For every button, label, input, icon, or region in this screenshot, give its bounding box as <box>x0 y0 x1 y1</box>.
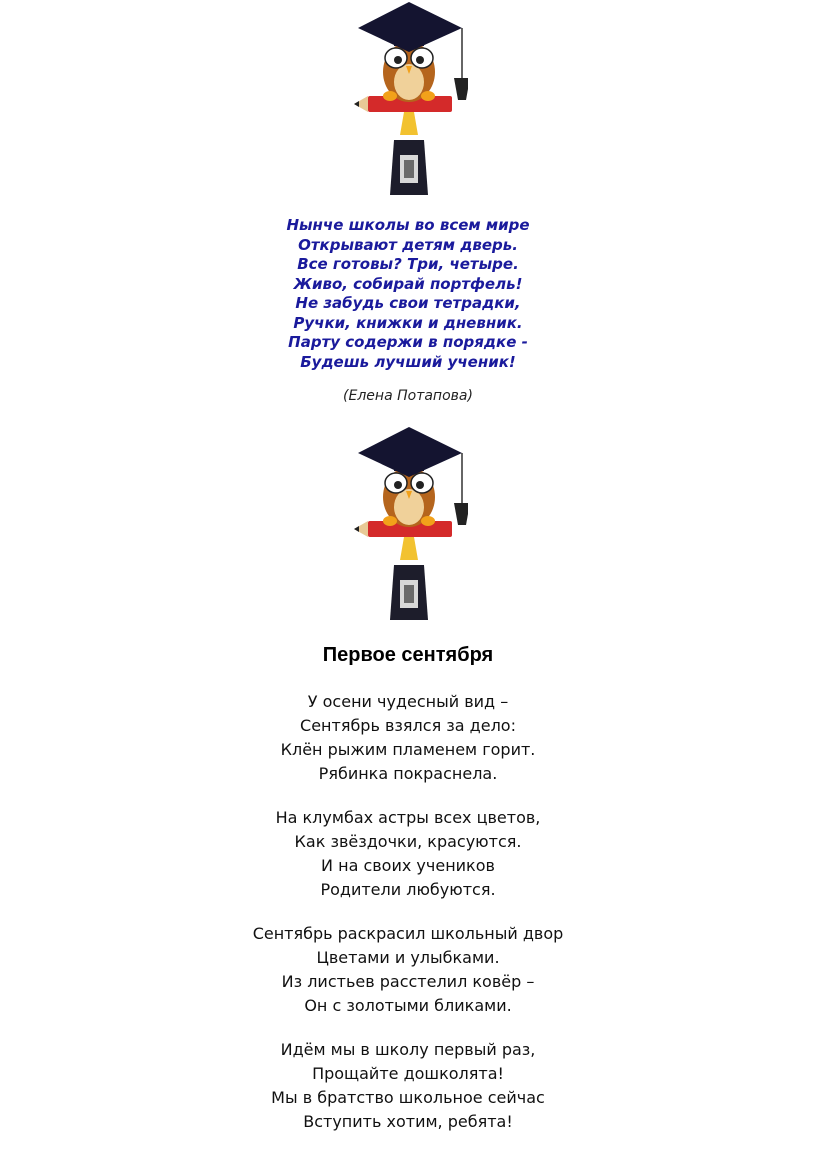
poem-line: У осени чудесный вид – <box>307 692 509 711</box>
poem-stanza <box>0 806 816 902</box>
poem-line: Как звёздочки, красуются. <box>294 832 522 851</box>
poem-line: Живо, собирай портфель! <box>293 274 523 293</box>
poem-stanza <box>0 690 816 786</box>
poem-line: Открывают детям дверь. <box>298 235 518 254</box>
poem-line: Все готовы? Три, четыре. <box>297 255 519 273</box>
poem-text <box>0 216 816 372</box>
poem-body <box>0 690 816 1154</box>
poem-line: Цветами и улыбками. <box>316 948 500 967</box>
poem-line: И на своих учеников <box>321 856 495 875</box>
poem-line: Клён рыжим пламенем горит. <box>280 740 536 759</box>
poem-line: Прощайте дошколята! <box>312 1064 504 1083</box>
poem-line: Не забудь свои тетрадки, <box>295 294 521 312</box>
poem-line: Он с золотыми бликами. <box>304 996 512 1015</box>
poem-line: Будешь лучший ученик! <box>300 352 516 371</box>
poem-stanza <box>0 922 816 1018</box>
poem-line: Парту содержи в порядке - <box>288 333 528 351</box>
poem-line: Ручки, книжки и дневник. <box>293 313 523 332</box>
poem-line: На клумбах астры всех цветов, <box>275 808 541 827</box>
owl-graduate-illustration <box>350 0 468 200</box>
poem-line: Мы в братство школьное сейчас <box>271 1088 545 1107</box>
poem-author: (Елена Потапова) <box>343 388 473 404</box>
poem-line: Сентябрь взялся за дело: <box>300 716 516 735</box>
poem-line: Сентябрь раскрасил школьный двор <box>252 924 564 943</box>
poem-line: Вступить хотим, ребята! <box>303 1112 513 1131</box>
poem-stanza <box>0 1038 816 1134</box>
poem-line: Из листьев расстелил ковёр – <box>281 972 535 991</box>
poem-line: Родители любуются. <box>320 880 496 899</box>
poem-line: Рябинка покраснела. <box>318 764 498 783</box>
poem-line: Идём мы в школу первый раз, <box>280 1040 536 1059</box>
poem-line: Нынче школы во всем мире <box>286 216 530 234</box>
owl-graduate-illustration <box>350 425 468 625</box>
poem-title: Первое сентября <box>322 644 494 666</box>
